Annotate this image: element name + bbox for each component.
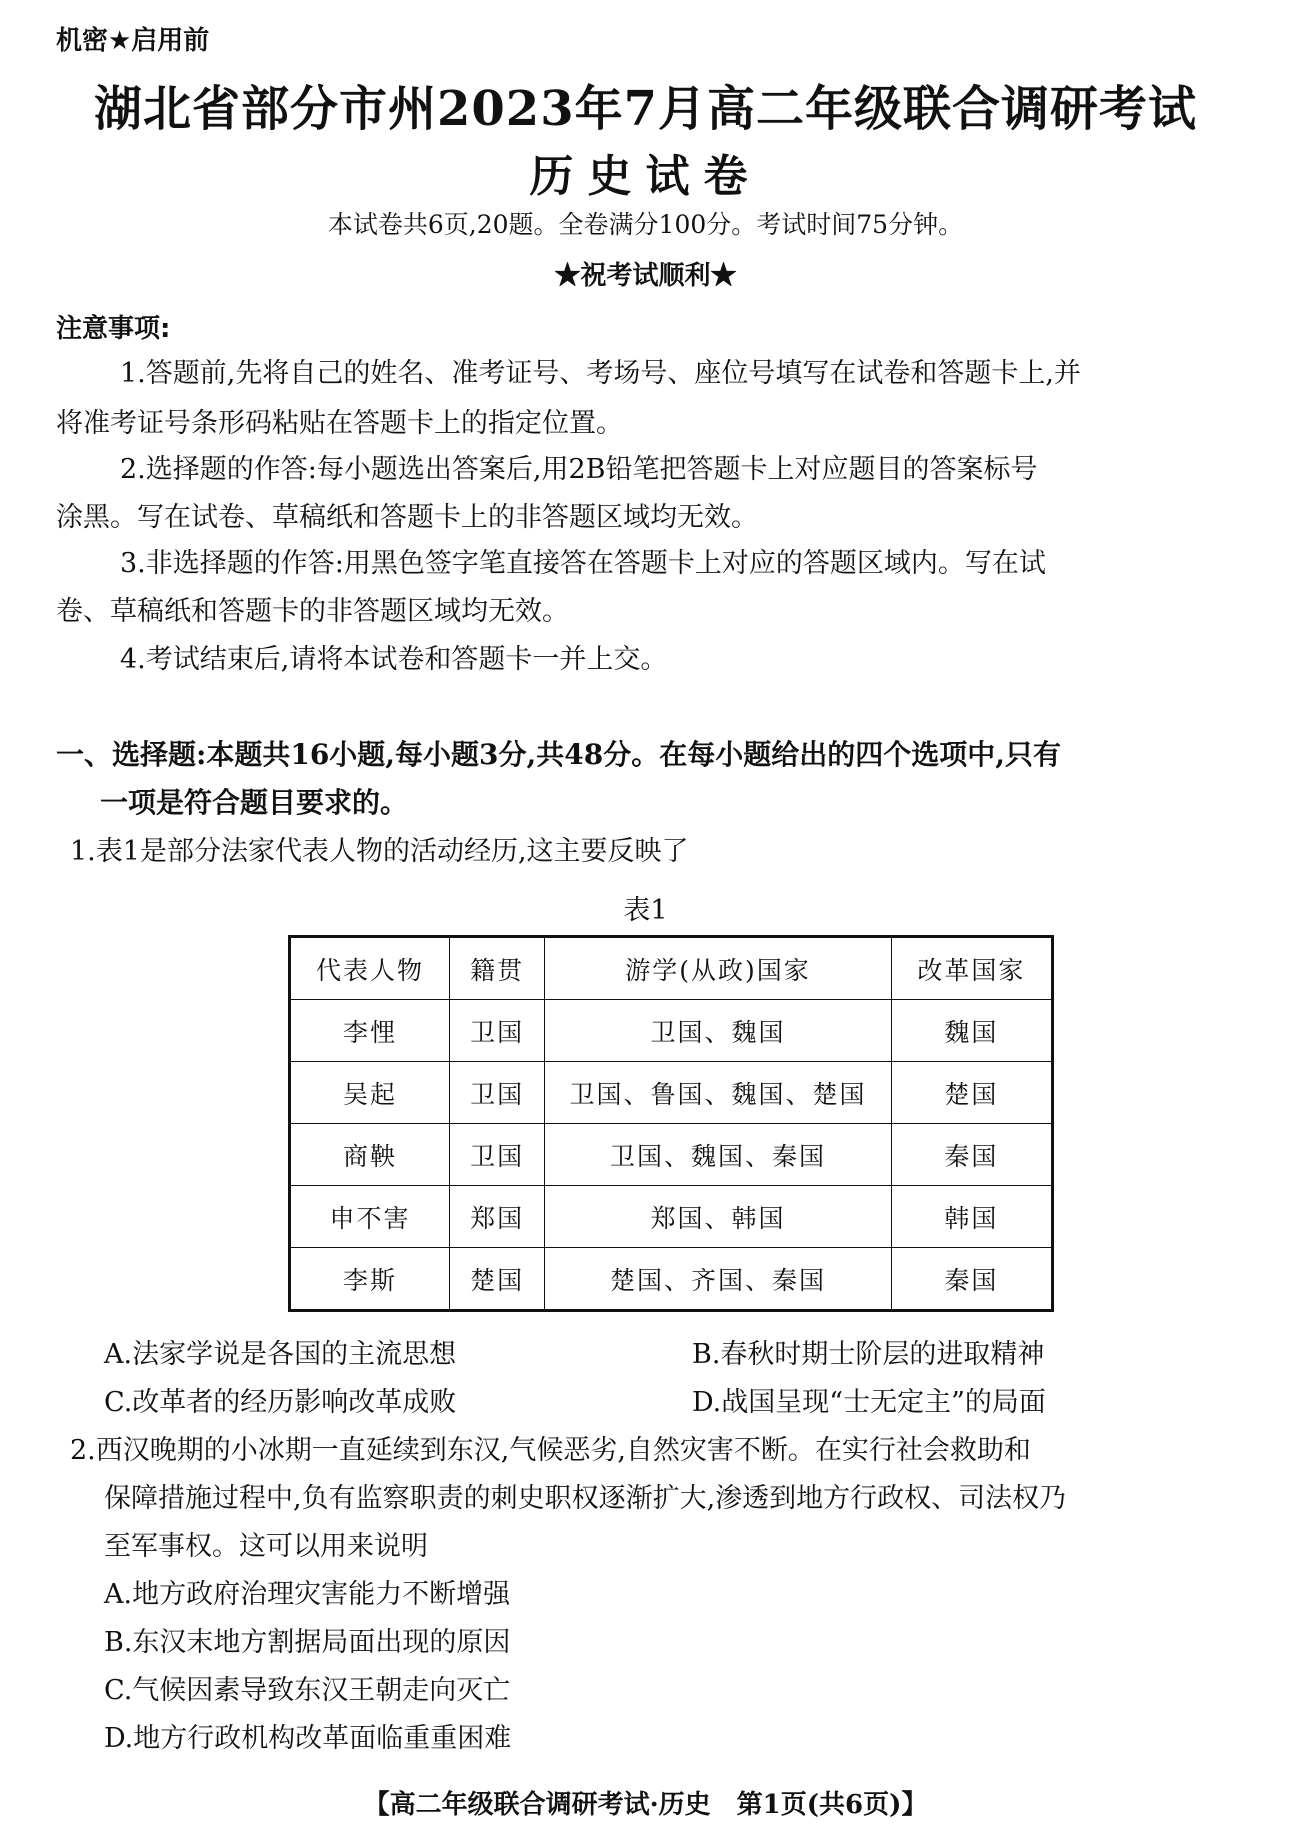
question-2-stem-line-3: 至军事权。这可以用来说明 xyxy=(104,1531,428,1562)
notice-item-3-line-1: 3.非选择题的作答:用黑色签字笔直接答在答题卡上对应的答题区域内。写在试 xyxy=(120,548,1046,579)
table-cell: 卫国 xyxy=(450,1124,545,1186)
table-caption: 表1 xyxy=(623,895,668,926)
table-cell: 楚国 xyxy=(891,1062,1052,1124)
table-cell: 卫国 xyxy=(450,1000,545,1062)
section-heading-line-1: 一、选择题:本题共16小题,每小题3分,共48分。在每小题给出的四个选项中,只有 xyxy=(56,738,1061,771)
table-cell: 郑国 xyxy=(450,1186,545,1248)
question-1-option-a[interactable]: A.法家学说是各国的主流思想 xyxy=(104,1339,457,1370)
notice-item-2-line-2: 涂黑。写在试卷、草稿纸和答题卡上的非答题区域均无效。 xyxy=(56,502,758,533)
table-header-cell: 游学(从政)国家 xyxy=(545,937,892,1000)
table-row xyxy=(290,1186,1053,1248)
notice-item-3-line-2: 卷、草稿纸和答题卡的非答题区域均无效。 xyxy=(56,596,569,627)
table-row xyxy=(290,1124,1053,1186)
notice-title: 注意事项: xyxy=(56,314,171,344)
table-cell: 韩国 xyxy=(891,1186,1052,1248)
confidential-label: 机密★启用前 xyxy=(56,26,210,56)
table-cell: 秦国 xyxy=(891,1248,1052,1311)
question-1-stem: 1.表1是部分法家代表人物的活动经历,这主要反映了 xyxy=(70,836,689,867)
table-header-cell: 代表人物 xyxy=(290,937,450,1000)
question-2-stem-line-1: 2.西汉晚期的小冰期一直延续到东汉,气候恶劣,自然灾害不断。在实行社会救助和 xyxy=(70,1435,1031,1466)
table-row xyxy=(290,1248,1053,1311)
question-2-option-c[interactable]: C.气候因素导致东汉王朝走向灭亡 xyxy=(104,1675,511,1706)
table-row xyxy=(290,1000,1053,1062)
exam-title: 湖北省部分市州2023年7月高二年级联合调研考试 xyxy=(94,81,1197,137)
table-row xyxy=(290,1062,1053,1124)
table-cell: 郑国、韩国 xyxy=(545,1186,892,1248)
notice-item-1-line-2: 将准考证号条形码粘贴在答题卡上的指定位置。 xyxy=(56,408,623,439)
subject-title: 历史试卷 xyxy=(529,151,762,202)
page-footer: 【高二年级联合调研考试·历史 第1页(共6页)】 xyxy=(363,1790,928,1820)
table-cell: 魏国 xyxy=(891,1000,1052,1062)
table-cell: 卫国、鲁国、魏国、楚国 xyxy=(545,1062,892,1124)
table-header-cell: 改革国家 xyxy=(891,937,1052,1000)
question-1-option-d[interactable]: D.战国呈现“士无定主”的局面 xyxy=(692,1387,1046,1418)
question-2-stem-line-2: 保障措施过程中,负有监察职责的刺史职权逐渐扩大,渗透到地方行政权、司法权乃 xyxy=(104,1483,1067,1514)
question-2-option-d[interactable]: D.地方行政机构改革面临重重困难 xyxy=(104,1723,512,1754)
table-cell: 申不害 xyxy=(290,1186,450,1248)
table-cell: 吴起 xyxy=(290,1062,450,1124)
table-header-row xyxy=(290,937,1053,1000)
table-cell: 楚国 xyxy=(450,1248,545,1311)
figure-table-1 xyxy=(288,935,1054,1312)
table-cell: 卫国 xyxy=(450,1062,545,1124)
table-cell: 李悝 xyxy=(290,1000,450,1062)
question-2-option-b[interactable]: B.东汉末地方割据局面出现的原因 xyxy=(104,1627,511,1658)
question-1-option-b[interactable]: B.春秋时期士阶层的进取精神 xyxy=(692,1339,1045,1370)
question-2-option-a[interactable]: A.地方政府治理灾害能力不断增强 xyxy=(104,1579,511,1610)
notice-item-1-line-1: 1.答题前,先将自己的姓名、准考证号、考场号、座位号填写在试卷和答题卡上,并 xyxy=(120,358,1081,389)
notice-item-4: 4.考试结束后,请将本试卷和答题卡一并上交。 xyxy=(120,644,668,675)
table-cell: 楚国、齐国、秦国 xyxy=(545,1248,892,1311)
blessing-line: ★祝考试顺利★ xyxy=(554,261,737,291)
table-cell: 卫国、魏国、秦国 xyxy=(545,1124,892,1186)
table-cell: 秦国 xyxy=(891,1124,1052,1186)
notice-item-2-line-1: 2.选择题的作答:每小题选出答案后,用2B铅笔把答题卡上对应题目的答案标号 xyxy=(120,454,1038,485)
exam-info: 本试卷共6页,20题。全卷满分100分。考试时间75分钟。 xyxy=(327,210,964,239)
section-heading-line-2: 一项是符合题目要求的。 xyxy=(100,786,409,819)
table-cell: 商鞅 xyxy=(290,1124,450,1186)
table-cell: 卫国、魏国 xyxy=(545,1000,892,1062)
question-1-option-c[interactable]: C.改革者的经历影响改革成败 xyxy=(104,1387,457,1418)
table-cell: 李斯 xyxy=(290,1248,450,1311)
table-header-cell: 籍贯 xyxy=(450,937,545,1000)
